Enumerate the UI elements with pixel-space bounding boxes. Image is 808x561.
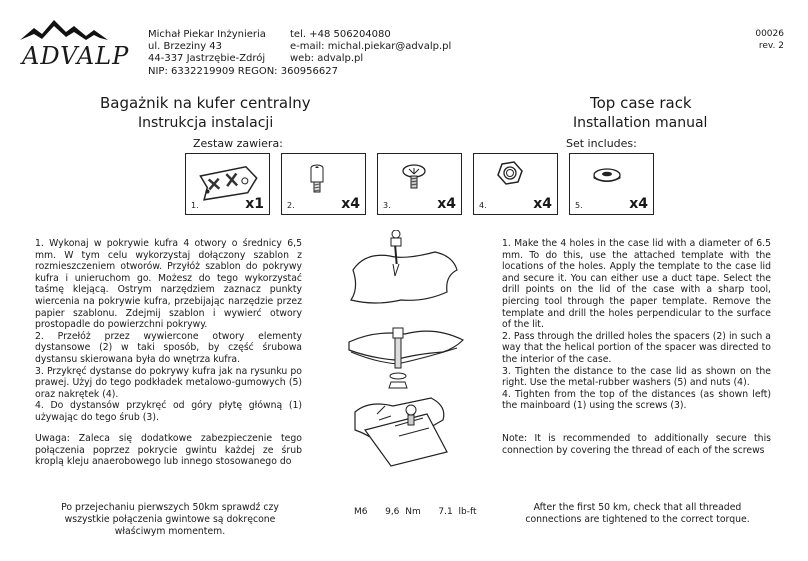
part-box-1 [185, 153, 270, 215]
part-box-2 [281, 153, 366, 215]
company-street: ul. Brzeziny 43 [148, 41, 223, 53]
company-ids: NIP: 6332219909 REGON: 360956627 [148, 65, 338, 77]
part-number: 1. [191, 201, 199, 210]
torque-metric: 9,6 Nm [385, 507, 421, 517]
title-pl: Bagażnik na kufer centralny [100, 94, 311, 112]
part-quantity: x4 [437, 196, 456, 212]
note-en: Note: It is recommended to additionally secure this connection by covering the thread of each of the screws [502, 433, 771, 456]
contact-email: e-mail: michal.piekar@advalp.pl [290, 41, 452, 53]
part-quantity: x4 [629, 196, 648, 212]
footer-pl: Po przejechaniu pierwszych 50km sprawdź czy wszystkie połączenia gwintowe są dokręcone właściwym momentem. [61, 502, 279, 537]
kit-label-pl: Zestaw zawiera: [193, 137, 283, 150]
step-pl-4: 4. Do dystansów przykręć od góry płytę główną (1) używając do tego śrub (3). [35, 400, 302, 423]
torque-spec [354, 507, 477, 517]
document-number [755, 28, 784, 52]
company-logo [16, 16, 130, 80]
kit-label-en: Set includes: [566, 137, 637, 150]
part-box-4 [473, 153, 558, 215]
part-number: 2. [287, 201, 295, 210]
part-quantity: x4 [533, 196, 552, 212]
footer-en: After the first 50 km, check that all threaded connections are tightened to the correct torque. [525, 502, 750, 525]
part-number: 4. [479, 201, 487, 210]
step-pl-2: 2. Przełóż przez wywiercone otwory elementy dystansowe (2) w taki sposób, by część śrubowa dystansu skierowana była do wnętrza kufra. [35, 330, 302, 365]
title-en: Top case rack [590, 94, 692, 112]
step-en-4: 4. Tighten from the top of the distances (as shown left) the mainboard (1) using the screws (3). [502, 388, 771, 412]
part-box-5 [569, 153, 654, 215]
part-number: 5. [575, 201, 583, 210]
step-en-3: 3. Tighten the distance to the case lid as shown on the right. Use the metal-rubber washers (5) and nuts (4). [502, 365, 771, 389]
part-quantity: x1 [245, 196, 264, 212]
torque-imperial: 7.1 lb-ft [438, 507, 477, 517]
assembly-diagram-icon [335, 230, 485, 495]
company-name: Michał Piekar Inżynieria [148, 29, 266, 40]
step-pl-1: 1. Wykonaj w pokrywie kufra 4 otwory o średnicy 6,5 mm. W tym celu wykorzystaj dołączony szablon z rozmieszczeniem otworów. Przyłóż szablon do pokrywy kufra i unieruchom go. Możesz do tego wykorzystać taśmę klejącą. Ostrym narzędziem zaznacz punkty wiercenia na pokrywie kufra, przebijając narzędzie przez papier szablonu. Zdejmij szablon i wywierć otwory prostopadle do powierzchni pokrywy. [35, 238, 302, 331]
subtitle-pl: Instrukcja instalacji [138, 115, 274, 131]
step-pl-3: 3. Przykręć dystanse do pokrywy kufra jak na rysunku po prawej. Użyj do tego podkładek metalowo-gumowych (5) oraz nakrętek (4). [35, 365, 302, 400]
torque-thread: M6 [354, 507, 368, 517]
contact-phone: tel. +48 506204080 [290, 29, 391, 40]
step-en-1: 1. Make the 4 holes in the case lid with a diameter of 6.5 mm. To do this, use the attached template with the locations of the holes. Apply the template to the case lid and secure it. You can either use a duct tape. Select the drill points on the lid of the case with a sharp tool, piercing tool through the paper template. Remove the template and drill the holes perpendicular to the surface of the lit. [502, 238, 771, 331]
step-en-2: 2. Pass through the drilled holes the spacers (2) in such a way that the helical portion of the spacer was directed to the interior of the case. [502, 330, 771, 365]
part-quantity: x4 [341, 196, 360, 212]
instructions-en [502, 238, 771, 412]
subtitle-en: Installation manual [573, 115, 708, 131]
instructions-pl [35, 238, 302, 424]
doc-number: 00026 [755, 29, 784, 39]
logo-text: ADVALP [22, 42, 130, 70]
doc-revision: rev. 2 [758, 41, 784, 51]
assembly-illustration [335, 230, 485, 495]
part-box-3 [377, 153, 462, 215]
company-city: 44-337 Jastrzębie-Zdrój [148, 53, 266, 65]
note-pl: Uwaga: Zaleca się dodatkowe zabezpieczenie tego połączenia poprzez pokrycie gwintu każdej ze śrub kroplą kleju anaerobowego lub innego stosowanego do [35, 433, 302, 468]
part-number: 3. [383, 201, 391, 210]
contact-web: web: advalp.pl [290, 53, 364, 65]
contact-info [290, 29, 451, 66]
